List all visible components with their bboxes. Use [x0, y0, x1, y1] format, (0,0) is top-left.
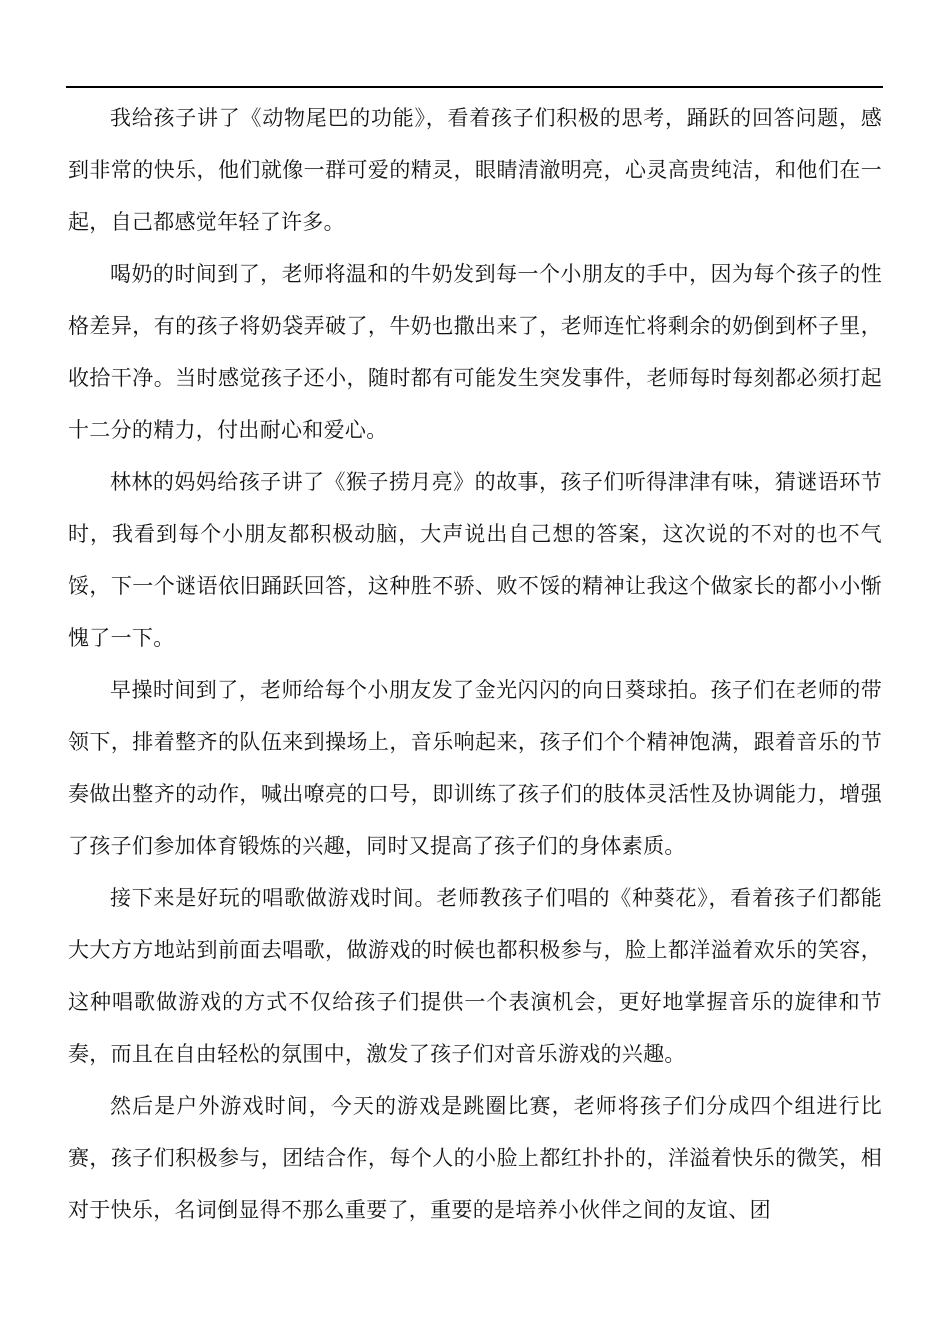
- paragraph: 然后是户外游戏时间，今天的游戏是跳圈比赛，老师将孩子们分成四个组进行比赛，孩子们积极参与，团结合作，每个人的小脸上都红扑扑的，洋溢着快乐的微笑，相对于快乐，名词倒显得不那么重要了，重要的是培养小伙伴之间的友谊、团: [68, 1094, 882, 1222]
- paragraph: 林林的妈妈给孩子讲了《猴子捞月亮》的故事，孩子们听得津津有味，猜谜语环节时，我看到每个小朋友都积极动脑，大声说出自己想的答案，这次说的不对的也不气馁，下一个谜语依旧踊跃回答，这种胜不骄、败不馁的精神让我这个做家长的都小小惭愧了一下。: [68, 470, 882, 650]
- paragraph: 早操时间到了，老师给每个小朋友发了金光闪闪的向日葵球拍。孩子们在老师的带领下，排着整齐的队伍来到操场上，音乐响起来，孩子们个个精神饱满，跟着音乐的节奏做出整齐的动作，喊出嘹亮的口号，即训练了孩子们的肢体灵活性及协调能力，增强了孩子们参加体育锻炼的兴趣，同时又提高了孩子们的身体素质。: [68, 678, 882, 858]
- document-body: [68, 92, 882, 1236]
- header-rule: [66, 86, 883, 88]
- paragraph: 我给孩子讲了《动物尾巴的功能》，看着孩子们积极的思考，踊跃的回答问题，感到非常的快乐，他们就像一群可爱的精灵，眼睛清澈明亮，心灵高贵纯洁，和他们在一起，自己都感觉年轻了许多。: [68, 106, 882, 234]
- paragraph: 喝奶的时间到了，老师将温和的牛奶发到每一个小朋友的手中，因为每个孩子的性格差异，有的孩子将奶袋弄破了，牛奶也撒出来了，老师连忙将剩余的奶倒到杯子里，收拾干净。当时感觉孩子还小，随时都有可能发生突发事件，老师每时每刻都必须打起十二分的精力，付出耐心和爱心。: [68, 262, 882, 442]
- paragraph: 接下来是好玩的唱歌做游戏时间。老师教孩子们唱的《种葵花》，看着孩子们都能大大方方地站到前面去唱歌，做游戏的时候也都积极参与，脸上都洋溢着欢乐的笑容，这种唱歌做游戏的方式不仅给孩子们提供一个表演机会，更好地掌握音乐的旋律和节奏，而且在自由轻松的氛围中，激发了孩子们对音乐游戏的兴趣。: [68, 886, 882, 1066]
